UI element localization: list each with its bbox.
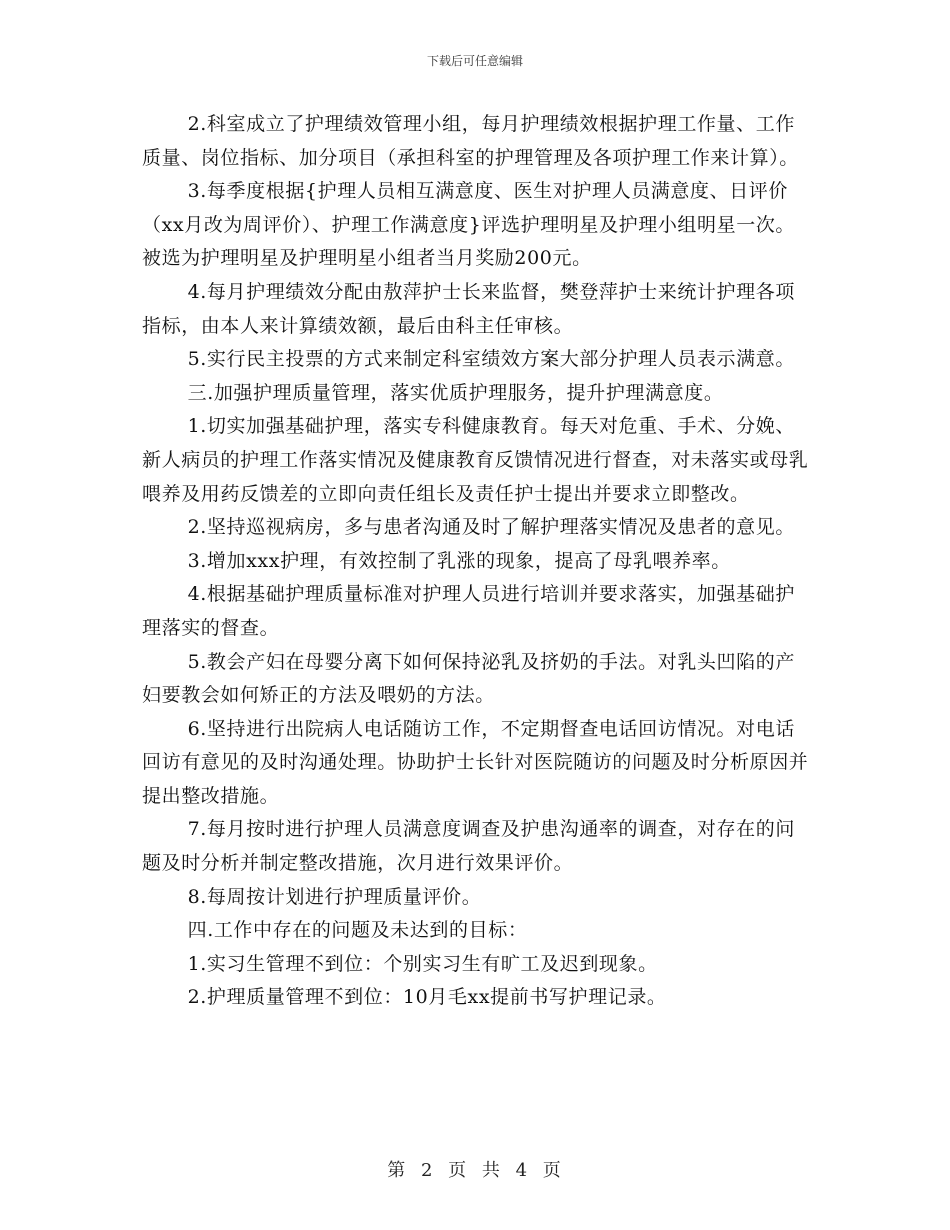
paragraph-basic-nursing: 1.切实加强基础护理，落实专科健康教育。每天对危重、手术、分娩、新人病员的护理工作落实情况及健康教育反馈情况进行督查，对未落实或母乳喂养及用药反馈差的立即向责任组长及责任护士提出并要求立即整改。 — [142, 415, 809, 505]
paragraph-lactation-teaching: 5.教会产妇在母婴分离下如何保持泌乳及挤奶的手法。对乳头凹陷的产妇要教会如何矫正的方法及喂奶的方法。 — [142, 650, 795, 707]
paragraph-quality-issue: 2.护理质量管理不到位：10月毛xx提前书写护理记录。 — [187, 986, 667, 1009]
page-header: 下载后可任意编辑 — [426, 54, 523, 68]
paragraph-phone-followup: 6.坚持进行出院病人电话随访工作，不定期督查电话回访情况。对电话回访有意见的及时沟通处理。协助护士长针对医院随访的问题及时分析原因并提出整改措施。 — [142, 717, 809, 807]
paragraph-training: 4.根据基础护理质量标准对护理人员进行培训并要求落实，加强基础护理落实的督查。 — [142, 583, 795, 639]
section-heading-quality-management: 三.加强护理质量管理，落实优质护理服务，提升护理满意度。 — [187, 381, 724, 404]
paragraph-quarterly-star: 3.每季度根据{护理人员相互满意度、医生对护理人员满意度、日评价（xx月改为周评价）、护理工作满意度}评选护理明星及护理小组明星一次。被选为护理明星及护理明星小组者当月奖励200元。 — [142, 180, 796, 270]
paragraph-weekly-evaluation: 8.每周按计划进行护理质量评价。 — [187, 885, 482, 908]
paragraph-democratic-vote: 5.实行民主投票的方式来制定科室绩效方案大部分护理人员表示满意。 — [187, 348, 795, 371]
document-body — [142, 108, 814, 1015]
paragraph-satisfaction-survey: 7.每月按时进行护理人员满意度调查及护患沟通率的调查，对存在的问题及时分析并制定整改措施，次月进行效果评价。 — [142, 818, 795, 875]
paragraph-performance-group: 2.科室成立了护理绩效管理小组，每月护理绩效根据护理工作量、工作质量、岗位指标、加分项目（承担科室的护理管理及各项护理工作来计算）。 — [142, 113, 799, 169]
paragraph-ward-rounds: 2.坚持巡视病房，多与患者沟通及时了解护理落实情况及患者的意见。 — [187, 516, 795, 539]
paragraph-breast-care: 3.增加xxx护理，有效控制了乳涨的现象，提高了母乳喂养率。 — [187, 549, 731, 572]
section-heading-problems: 四.工作中存在的问题及未达到的目标： — [187, 919, 528, 942]
paragraph-intern-management: 1.实习生管理不到位：个别实习生有旷工及迟到现象。 — [187, 952, 658, 975]
paragraph-performance-allocation: 4.每月护理绩效分配由敖萍护士长来监督，樊登萍护士来统计护理各项指标，由本人来计算绩效额，最后由科主任审核。 — [142, 280, 795, 337]
page-number-footer: 第 2 页 共 4 页 — [387, 1160, 563, 1181]
